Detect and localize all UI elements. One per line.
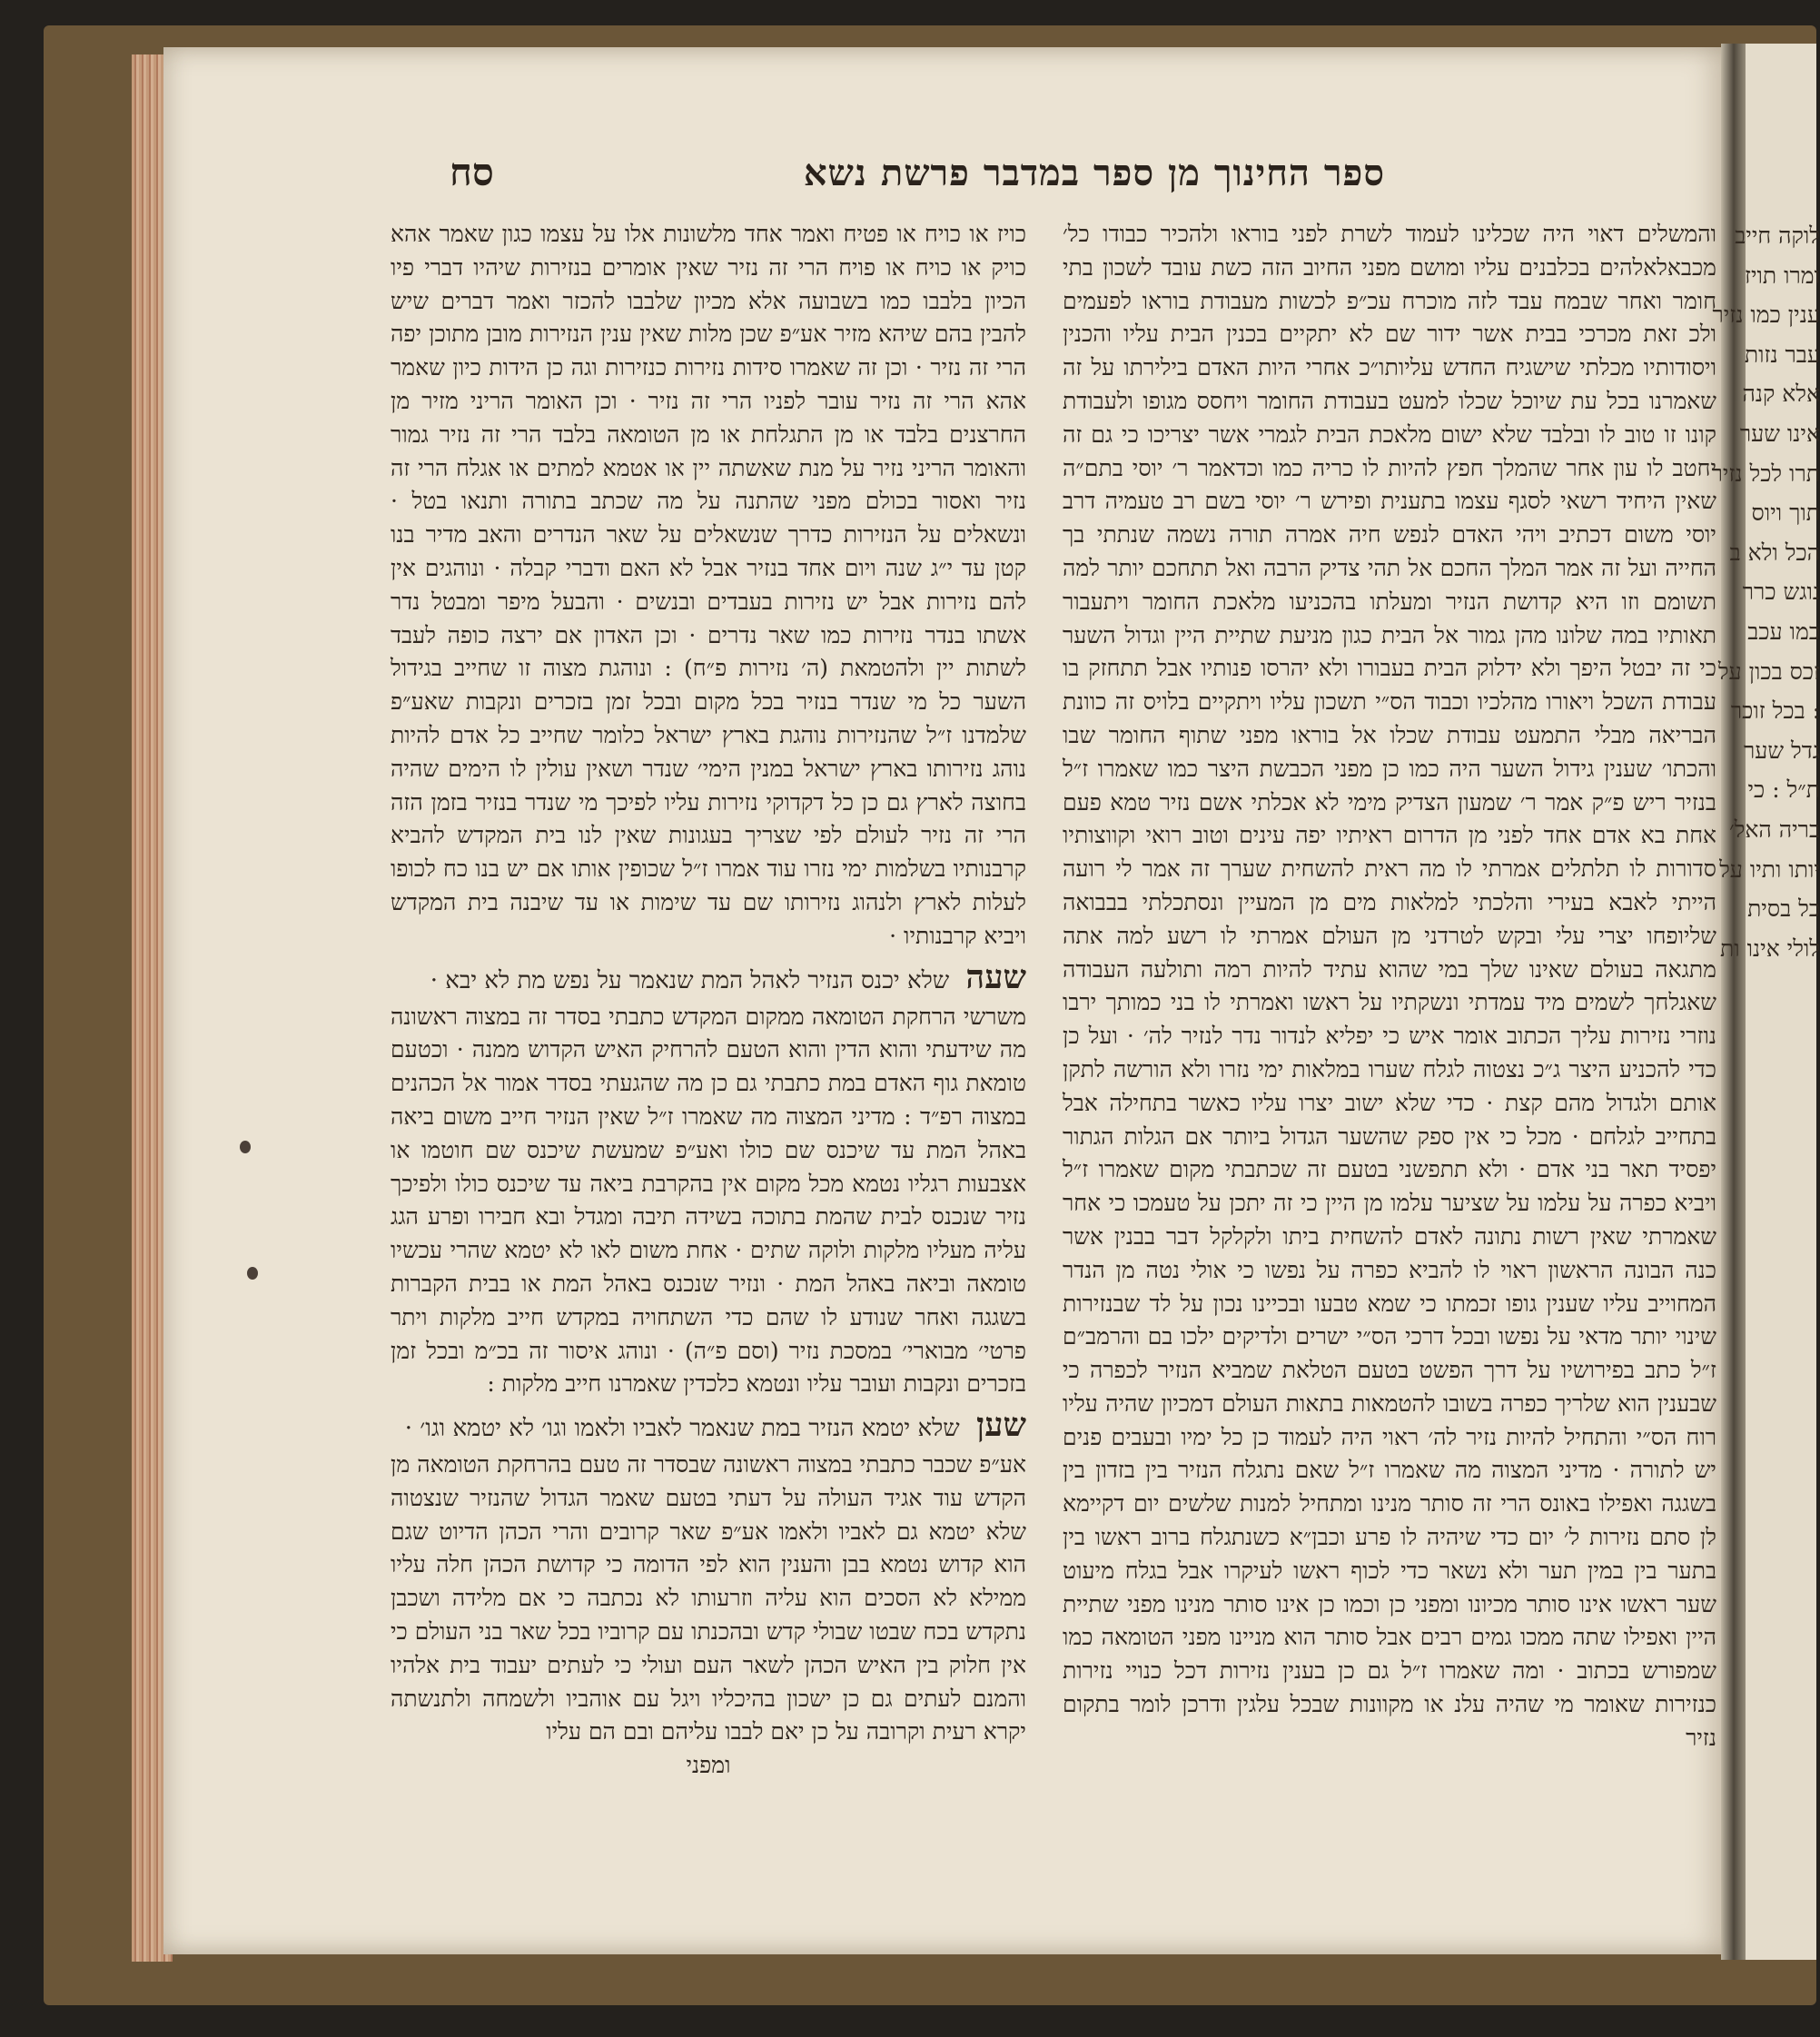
page-header <box>450 150 1385 195</box>
ink-spot <box>240 1141 251 1153</box>
left-paragraph-1: כויז או כויח או פטיח ואמר אחד מלשונות אלו על עצמו כגון שאמר אהא כויק או כויח או פויח הרי זה נזיר שאין אומרים בנזירות שיהיו דברי פיו הכיון בלבבו כמו בשבועה אלא מכיון שלבבו להכזר ואמר דברים שיש להבין בהם שיהא מזיר אע״פ שכן מלות שאין ענין הנזירות מובן מתוכן יפה הרי זה נזיר · וכן זה שאמרו סידות נזירות כנזירות וגה כן הידות כיון שאמר אהא הרי זה נזיר עובר לפניו הרי זה נזיר · וכן האומר הריני מזיר מן החרצנים בלבד או מן התגלחת או מן הטומאה בלבד הרי זה נזיר גמור והאומר הריני נזיר על מנת שאשתה יין או אטמא למתים או אגלח הרי זה נזיר ואסור בכולם מפני שהתנה על מה שכתב בתורה ותנאו בטל · ונשאלים על הנזירות כדרך שנשאלים על שאר הנדרים והאב מדיר בנו קטן עד י״ג שנה ויום אחד בנזיר אבל לא האם ודברי קבלה · ונוהגים אין להם נזירות אבל יש נזירות בעבדים ובנשים · והבעל מיפר ומבטל נדר אשתו בנדר נזירות כמו שאר נדרים · וכן האדון אם ירצה כופה לעבד לשתות יין ולהטמאת (ה׳ נזירות פ״ח) : ונוהגת מצוה זו שחייב בגידול השער כל מי שנדר בנזיר בכל מקום ובכל זמן בזכרים ונקבות שאע״פ שלמדנו ז״ל שהנזירות נוהגת בארץ ישראל כלומר שחייב כל אדם להיות נוהג נזירותו בארץ ישראל במנין הימי׳ שנדר ושאין עולין לו הימים שהיה בחוצה לארץ גם כן כל דקדוקי נזירות עליו לפיכך מי שנדר בנזיר בזמן הזה הרי זה נזיר לעולם לפי שצריך בעגונות שאין לנו בית המקדש להביא קרבנותיו בשלמות ימי נזרו עוד אמרו ז״ל שכופין אותו אם יש בנו כח לכופו לעלות לארץ ולנהוג נזירותו שם עד שימות או עד שיבנה בית המקדש ויביא קרבנותיו · <box>391 221 1026 949</box>
running-title: ספר החינוך מן ספר במדבר פרשת נשא <box>803 152 1385 194</box>
catchword: ומפני <box>686 1752 731 1779</box>
mitzvah-374-body: משרשי הרחקת הטומאה ממקום המקדש כתבתי בסדר זה במצוה ראשונה מה שידעתי והוא הדין והוא הטעם להרחיק האיש הקדוש ממנה · וכטעם טומאת גוף האדם במת כתבתי גם כן מה שהגעתי בסדר אמור אל הכהנים במצוה רפ״ד : מדיני המצוה מה שאמרו ז״ל שאין הנזיר חייב משום ביאה באהל המת עד שיכנס שם כולו ואע״פ שמעשת שיכנס שם חוטמו או אצבעות רגליו נטמא מכל מקום אין בהקרבת ביאה עד שיכנס כולו ולפיכך נזיר שנכנס לבית שהמת בתוכה בשידה תיבה ומגדל ובא חבירו ופרע הגג עליה מעליו מלקות ולוקה שתים · אחת משום לאו לא יטמא שהרי עכשיו טומאה וביאה באהל המת · ונזיר שנכנס באהל המת או בבית הקברות בשגגה ואחר שנודע לו שהם כדי השתחויה במקדש חייב מלקות ויתר פרטי׳ מבוארי׳ במסכת נזיר (וסם פ״ה) · ונוהג איסור זה בכ״מ ובכל זמן בזכרים ונקבות ועובר עליו ונטמא כלכדין שאמרנו חייב מלקות : <box>391 1003 1026 1398</box>
next-page-text-fragment: לוקה חייב ומרו תויז ענין כמו נזיר עבר נזות אלא קנה אינו שער תרו לכל נזיר תוך ויוס הכל ולא ב נוגש כרר כמו עכב זכס בכון על : בכל זוכר גדל שער ת״ל : כי בריה האל׳ יותו ותיו על כל בסית לולי אינו ות <box>1711 222 1820 962</box>
left-text-column <box>391 218 1026 1783</box>
mitzvah-374-heading <box>391 959 1026 999</box>
ink-spot <box>247 1267 258 1280</box>
right-column-text: והמשלים דאוי היה שכלינו לעמוד לשרת לפני בוראו ולהכיר כבודו כל׳ מכבאלאלהים בכלבנים עליו ומושם מפני החיוב הזה כשת עובד לשכון בתי חומר ואחר שבמח עבד לזה מוכרח עכ״פ לכשות מעבודת בוראו לפעמים ולכ זאת מכרכי בבית אשר ידור שם לא יתקיים בכנין הבית עליו והכנין ויסודותיו מכלתי שישגיח החדש עליותו״כ אחרי היות האדם בילירתו על זה שאמרנו בכל עת שיוכל שכלו למעט בעבודת החומר ויחסס מגופו ולעבודת קונו זו טוב לו ובלבד שלא ישום מלאכת הבית לגמרי אשר יצריכו כי גם זה יחטב לו עון אחר שהמלך חפץ להיות לו כריה כמו וכדאמר ר׳ יוסי בתם״ה שאין היחיד רשאי לסגף עצמו בתענית ופירש ר׳ יוסי בשם רב טעמיה דרב יוסי משום דכתיב ויהי האדם לנפש חיה אמרה תורה נשמה שנתתי בך החייה ועל זה אמר המלך החכם אל תהי צדיק הרבה ואל תתחכם יותר למה תשומם וזו היא קדושת הנזיר ומעלתו בהכניעו מלאכת החומר ויתעבור תאותיו במה שלונו מהן גמור אל הבית כגון מניעת שתיית היין וגדול השער כי זה יבטל היפך ולא ידלוק הבית בעבורו ולא יהרסו פנותיו אבל תתחזק בו עבודת השכל ויאורו מהלכיו וכבוד הס״י תשכון עליו ויתקיים בלויס זה כוונת הבריאה מבלי התמעט עבודת שכלו אל בוראו מפני שתוף החומר שבו והכתו׳ שענין גידול השער היה כמו כן מפני הכבשת היצר כמו שאמרו ז״ל בנזיר ריש פ״ק אמר ר׳ שמעון הצדיק מימי לא אכלתי אשם נזיר טמא פעם אחת בא אדם אחד לפני מן הדרום ראיתיו יפה עינים וטוב רואי וקווצותיו סדורות לו תלתלים אמרתי לו מה ראית להשחית שערך זה אמר לי רועה הייתי לאבא בעירי והלכתי למלאות מים מן המעיין ונסתכלתי בבבואה שליופחו יצרי עלי ובקש לטרדני מן העולם אמרתי לו רשע למה אתה מתגאה בעולם שאינו שלך במי שהוא עתיד להיות רמה ותולעה העבודה שאגלחך לשמים מיד עמדתי ונשקתיו על ראשו ואמרתי לו בני כמותך ירבו נוזרי נזירות עליך הכתוב אומר איש כי יפליא לנדור נדר לנזיר לה׳ · ועל כן כדי להכניע היצר ג״כ נצטוה לגלח שערו במלאות ימי נזרו ולא הורשה לתקן אותם ולגדול מהם קצת · כדי שלא ישוב יצרו עליו כאשר בתחילה אבל בתחייב לגלחם · מכל כי אין ספק שהשער הגדול ביותר אם הגלות הגתור יפסיד תאר בני אדם · ולא תתפשני בטעם זה שכתבתי מקום שאמרו ז״ל ויביא כפרה על עלמו על שציער עלמו מן היין כי זה יתכן על טעמכו כי אחר שאמרתי שאין רשות נתונה לאדם להשחית ביתו ולקלקל דבר בבנין אשר כנה הבונה הראשון ראוי לו להביא כפרה על נפשו כי אולי נטה מן הנדר המחוייב עליו שענין גופו זכמתו כי שמא טבעו ובכיינו נכון על לד שבנזירות שינוי יותר מדאי על נפשו ובכל דרכי הס״י ישרים ולדיקים ילכו בם והרמב״ם ז״ל כתב בפירושיו על דרך הפשט בטעם הטלאת שמביא הנזיר לכפרה כי שבענין הוא שלריך כפרה בשובו להטמאות בתאות העולם דמכיון שהיה עליו רוח הס״י והתחיל להיות נזיר לה׳ ראוי היה לעמוד כן כל ימיו ובעבים פנים יש לתורה · מדיני המצוה מה שאמרו ז״ל שאם נתגלח הנזיר בין בזדון בין בשגגה ואפילו באונס הרי זה סותר מנינו ומתחיל למנות שלשים יום דקיימא לן סתם נזירות ל׳ יום כדי שיהיה לו פרע וכבן״א כשנתגלח ברוב ראשו בין בתער בין במין תער ולא נשאר כדי לכוף ראשו לעיקרו אבל בגלח מיעוט שער ראשו אינו סותר מכיונו ומפני כן וכמו כן אינו סותר מנינו מפני שתיית היין ואפילו שתה ממכו גמים רבים אבל סותר הוא מניינו מפני הטומאה כמו שמפורש בכתוב · ומה שאמרו ז״ל גם כן בענין נזירות דכל כנויי נזירות כנזירות שאומר מי שהיה עלנ או מקוונות שבכל עלגין ודרכן לומר בתקום נזיר <box>1063 221 1716 1751</box>
next-page-edge <box>1711 44 1820 1960</box>
mitzvah-375-title: שלא יטמא הנזיר במת שנאמר לאביו ולאמו וגו׳ לא יטמא וגו׳ · <box>404 1415 960 1443</box>
mitzvah-375-heading <box>391 1407 1026 1447</box>
mitzvah-375-body: אע״פ שכבר כתבתי במצוה ראשונה שבסדר זה טעם בהרחקת הטומאה מן הקדש עוד אגיד העולה על דעתי בטעם שאמר הגדול שהנזיר שנצטוה שלא יטמא גם לאביו ולאמו אע״פ שאר קרובים והרי הכהן הדיוט שגם הוא קדוש נטמא בבן והענין הוא לפי הדומה כי קדושת הכהן חלה עליו ממילא לא הסכים הוא עליה וזרעותו לא נכתבה כי אם מלידה ושכבן נתקדש בכח שבטו שבולי קדש ובהכנתו עם קרוביו בכל שאר בני העולם כי אין חלוק בין האיש הכהן לשאר העם ועולי כי לעתים יעבוד בית אלהיו והמנם לעתים גם כן ישכון בהיכליו ויגל עם אוהביו ולשמחה ולתנשתה יקרא רעית וקרובה על כן יאם לבבו עליהם ובם הם עליו <box>391 1451 1026 1745</box>
mitzvah-374-number: שעה <box>965 957 1026 996</box>
right-text-column <box>1063 218 1716 1755</box>
folio-number: סח <box>450 150 494 194</box>
mitzvah-375-number: שען <box>975 1406 1026 1445</box>
mitzvah-374-title: שלא יכנס הנזיר לאהל המת שנאמר על נפש מת לא יבא · <box>430 966 950 994</box>
